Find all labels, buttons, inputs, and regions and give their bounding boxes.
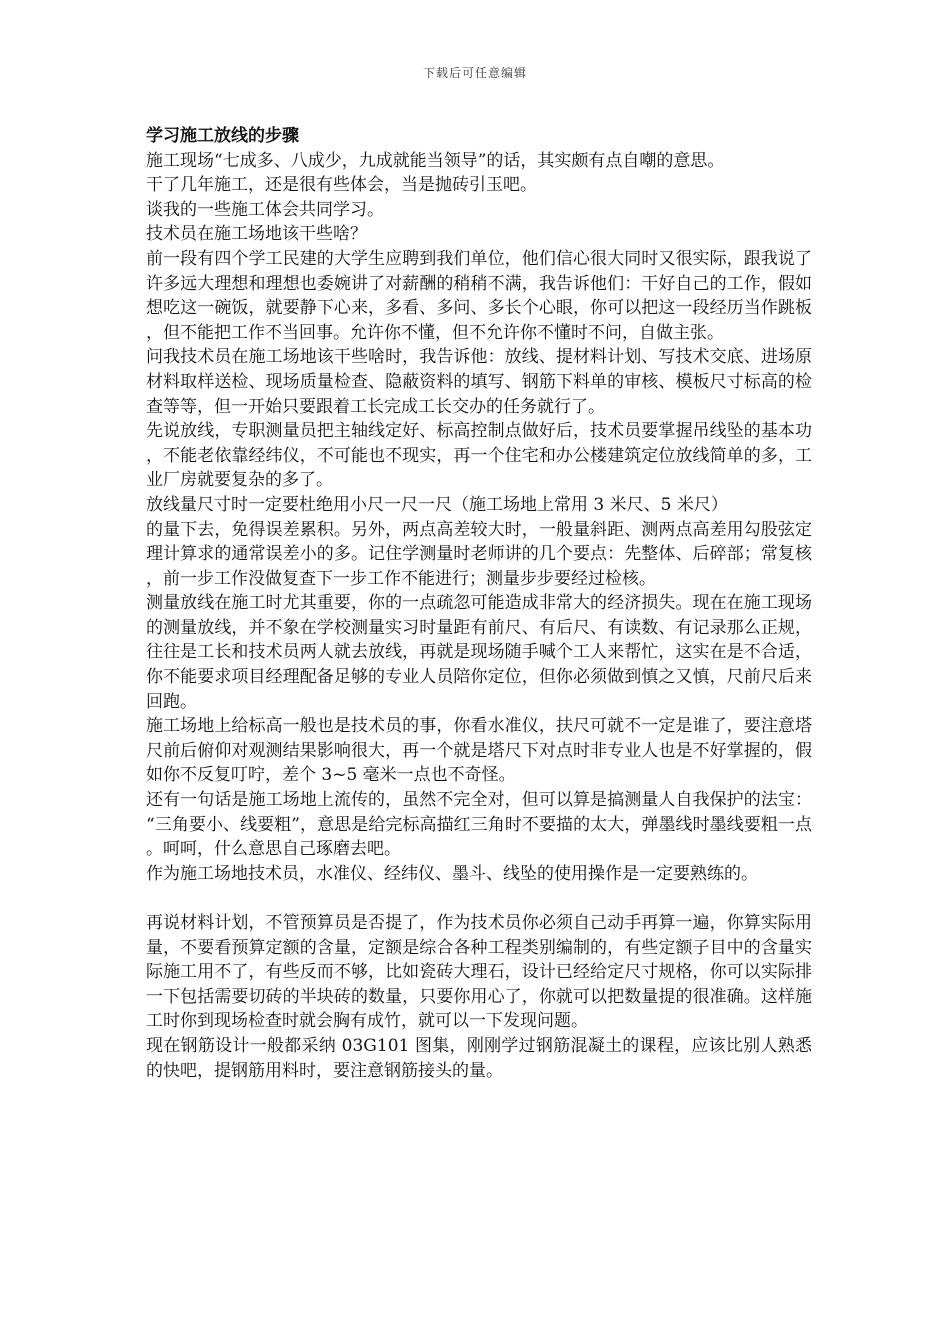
blank-line [146,886,812,911]
paragraph: 谈我的一些施工体会共同学习。 [146,199,384,220]
paragraph: 现在钢筋设计一般都采纳 03G101 图集，刚刚学过钢筋混凝土的课程，应该比别人熟悉的快吧，提钢筋用料时，要注意钢筋接头的量。 [146,1035,812,1081]
page-header: 下载后可任意编辑 [422,66,527,80]
paragraph: 技术员在施工场地该干些啥？ [146,224,367,245]
paragraph: 再说材料计划，不管预算员是否提了，作为技术员你必须自己动手再算一遍，你算实际用量，不要看预算定额的含量，定额是综合各种工程类别编制的，有些定额子目中的含量实际施工用不了，有些反而不够，比如瓷砖大理石，设计已经给定尺寸规格，你可以实际排一下包括需要切砖的半块砖的数量，只要你用心了，你就可以把数量提的很准确。这样施工时你到现场检查时就会胸有成竹，就可以一下发现问题。 [146,913,812,1032]
document-title: 学习施工放线的步骤 [146,126,299,146]
paragraph: 施工场地上给标高一般也是技术员的事，你看水准仪，扶尺可就不一定是谁了，要注意塔尺前后俯仰对观测结果影响很大，再一个就是塔尺下对点时非专业人也是不好掌握的，假如你不反复叮咛，差个 3~5 毫米一点也不奇怪。 [146,716,812,786]
paragraph: 问我技术员在施工场地该干些啥时，我告诉他：放线、提材料计划、写技术交底、进场原材料取样送检、现场质量检查、隐蔽资料的填写、钢筋下料单的审核、模板尺寸标高的检查等等，但一开始只要跟着工长完成工长交办的任务就行了。 [146,347,812,417]
paragraph: 测量放线在施工时尤其重要，你的一点疏忽可能造成非常大的经济损失。现在在施工现场的测量放线，并不象在学校测量实习时量距有前尺、有后尺、有读数、有记录那么正规，往往是工长和技术员两人就去放线，再就是现场随手喊个工人来帮忙，这实在是不合适，你不能要求项目经理配备足够的专业人员陪你定位，但你必须做到慎之又慎，尺前尺后来回跑。 [146,593,812,712]
paragraph: 作为施工场地技术员，水准仪、经纬仪、墨斗、线坠的使用操作是一定要熟练的。 [146,863,758,884]
paragraph: 干了几年施工，还是很有些体会，当是抛砖引玉吧。 [146,175,537,196]
document-body [146,124,812,1083]
paragraph: 的量下去，免得误差累积。另外，两点高差较大时，一般量斜距、测两点高差用勾股弦定理计算求的通常误差小的多。记住学测量时老师讲的几个要点：先整体、后碎部；常复核，前一步工作没做复查下一步工作不能进行；测量步步要经过检核。 [146,519,812,589]
paragraph: 施工现场“七成多、八成少，九成就能当领导”的话，其实颇有点自嘲的意思。 [146,150,725,171]
paragraph: 先说放线，专职测量员把主轴线定好、标高控制点做好后，技术员要掌握吊线坠的基本功，不能老依靠经纬仪，不可能也不现实，再一个住宅和办公楼建筑定位放线简单的多，工业厂房就要复杂的多了。 [146,421,812,491]
paragraph: 放线量尺寸时一定要杜绝用小尺一尺一尺（施工场地上常用 3 米尺、5 米尺） [146,494,728,515]
paragraph: 还有一句话是施工场地上流传的，虽然不完全对，但可以算是搞测量人自我保护的法宝：“三角要小、线要粗”，意思是给完标高描红三角时不要描的太大，弹墨线时墨线要粗一点。呵呵，什么意思自己琢磨去吧。 [146,790,812,860]
paragraph: 前一段有四个学工民建的大学生应聘到我们单位，他们信心很大同时又很实际，跟我说了许多远大理想和理想也委婉讲了对薪酬的稍稍不满，我告诉他们：干好自己的工作，假如想吃这一碗饭，就要静下心来，多看、多问、多长个心眼，你可以把这一段经历当作跳板，但不能把工作不当回事。允许你不懂，但不允许你不懂时不问，自做主张。 [146,248,812,343]
